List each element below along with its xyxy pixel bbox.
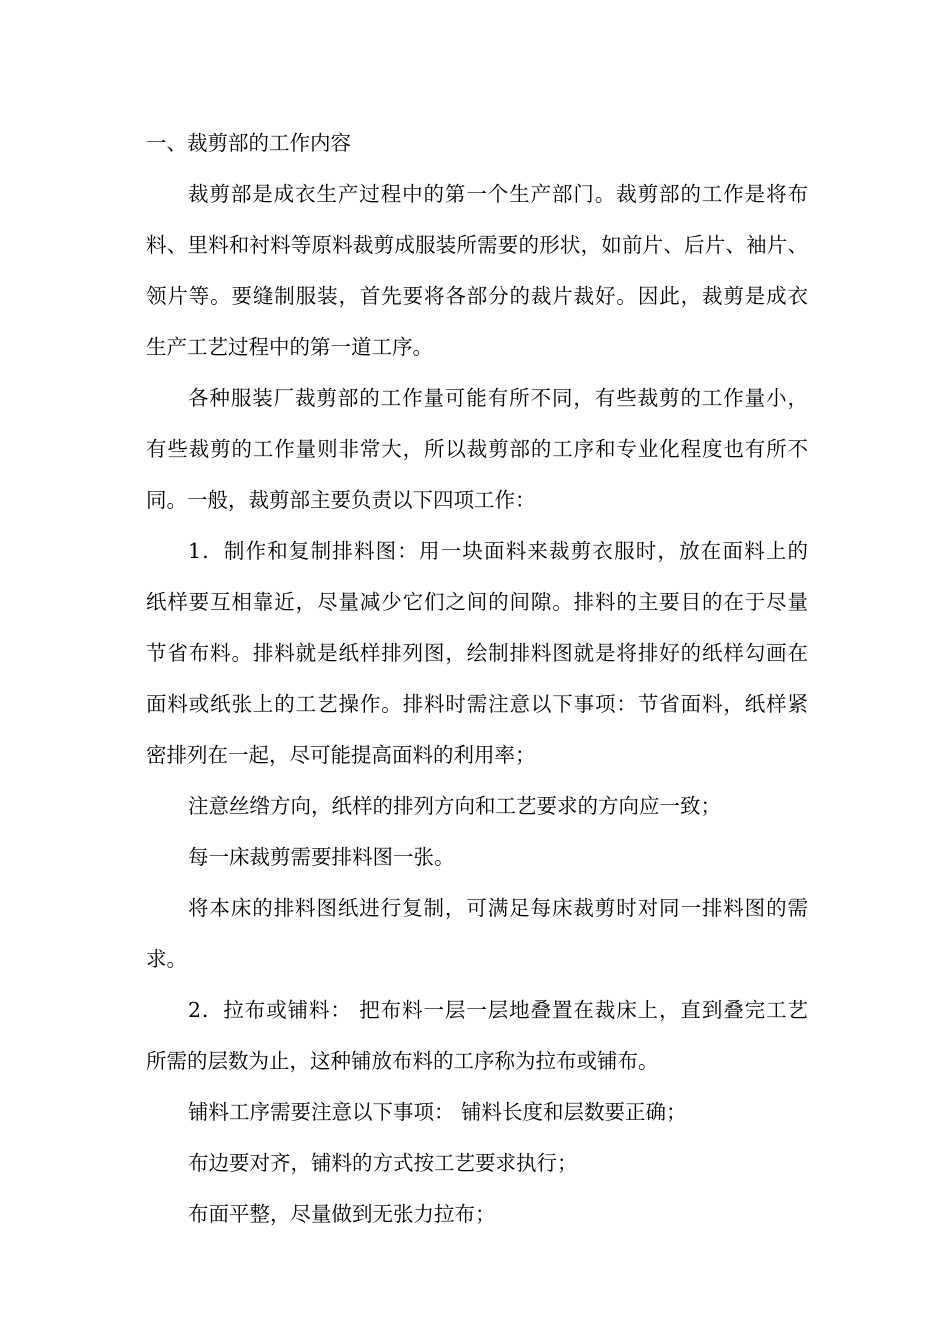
text-line: 领片等。要缝制服装，首先要将各部分的裁片裁好。因此，裁剪是成衣: [146, 284, 808, 308]
text-line: 2．拉布或铺料： 把布料一层一层地叠置在裁床上，直到叠完工艺: [188, 998, 808, 1022]
text-line: 同。一般，裁剪部主要负责以下四项工作：: [146, 488, 536, 512]
text-line: 所需的层数为止，这种铺放布料的工序称为拉布或铺布。: [146, 1049, 659, 1073]
text-line: 铺料工序需要注意以下事项： 铺料长度和层数要正确；: [188, 1100, 687, 1124]
text-line: 料、里料和衬料等原料裁剪成服装所需要的形状，如前片、后片、袖片、: [146, 233, 808, 257]
text-line: 纸样要互相靠近，尽量减少它们之间的间隙。排料的主要目的在于尽量: [146, 590, 808, 614]
text-line: 将本床的排料图纸进行复制，可满足每床裁剪时对同一排料图的需: [188, 896, 808, 920]
text-line: 1．制作和复制排料图：用一块面料来裁剪衣服时，放在面料上的: [188, 539, 808, 563]
text-line: 节省布料。排料就是纸样排列图，绘制排料图就是将排好的纸样勾画在: [146, 641, 808, 665]
text-line: 面料或纸张上的工艺操作。排料时需注意以下事项：节省面料，纸样紧: [146, 692, 808, 716]
text-line: 求。: [146, 947, 187, 971]
paragraph-9: [146, 1138, 808, 1189]
paragraph-6: [146, 883, 808, 985]
text-line: 布面平整，尽量做到无张力拉布；: [188, 1202, 496, 1226]
paragraph-3: [146, 526, 808, 781]
text-line: 生产工艺过程中的第一道工序。: [146, 335, 433, 359]
text-line: 密排列在一起，尽可能提高面料的利用率；: [146, 743, 536, 767]
paragraph-4: [146, 781, 808, 832]
document-body: [146, 118, 808, 1240]
paragraph-5: [146, 832, 808, 883]
paragraph-1: [146, 169, 808, 373]
text-line: 每一床裁剪需要排料图一张。: [188, 845, 455, 869]
section-heading: 一、裁剪部的工作内容: [146, 131, 351, 155]
paragraph-10: [146, 1189, 808, 1240]
paragraph-8: [146, 1087, 808, 1138]
text-line: 注意丝绺方向，纸样的排列方向和工艺要求的方向应一致；: [188, 794, 721, 818]
paragraph-7: [146, 985, 808, 1087]
text-line: 各种服装厂裁剪部的工作量可能有所不同，有些裁剪的工作量小，: [188, 386, 808, 410]
text-line: 有些裁剪的工作量则非常大，所以裁剪部的工序和专业化程度也有所不: [146, 437, 808, 461]
text-line: 布边要对齐，铺料的方式按工艺要求执行；: [188, 1151, 578, 1175]
text-line: 裁剪部是成衣生产过程中的第一个生产部门。裁剪部的工作是将布: [188, 182, 808, 206]
paragraph-2: [146, 373, 808, 526]
